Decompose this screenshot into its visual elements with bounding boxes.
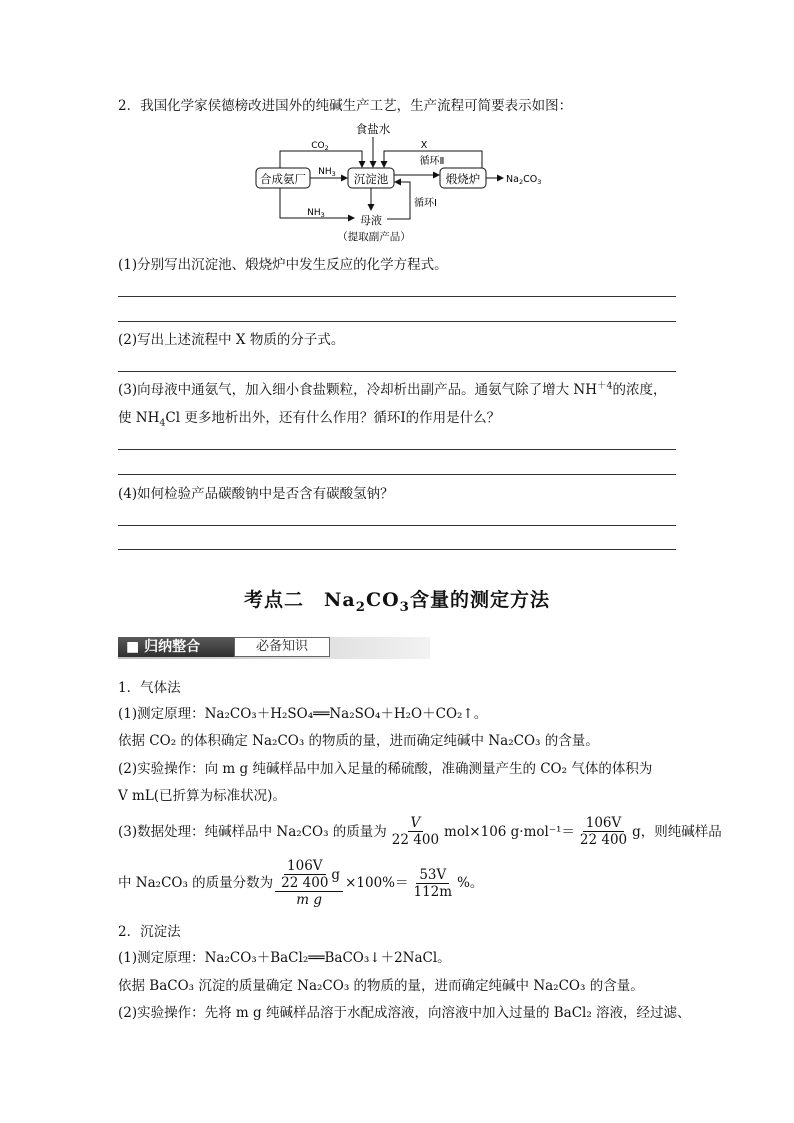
method1-mass-fraction: 中 Na₂CO₃ 的质量分数为 $\frac{106V}{22 400}$ g m g ×100%＝ $\frac{53V}{112m}$ %。 bbox=[118, 858, 484, 908]
q2-sub4: (4)如何检验产品碳酸钠中是否含有碳酸氢钠？ bbox=[118, 486, 394, 502]
process-flow-diagram bbox=[250, 120, 550, 248]
mass-fraction-compound: $\frac{106V}{22 400}$ g m g bbox=[275, 858, 343, 908]
method1-basis: 依据 CO₂ 的体积确定 Na₂CO₃ 的物质的量，进而确定纯碱中 Na₂CO₃ 的含量。 bbox=[118, 733, 599, 749]
q2-sub3-line2: 使 $NH_4Cl$ 更多地析出外，还有什么作用？循环Ⅰ的作用是什么？ bbox=[118, 410, 501, 429]
answer-line[interactable] bbox=[118, 525, 676, 526]
q2-sub1: (1)分别写出沉淀池、煅烧炉中发生反应的化学方程式。 bbox=[118, 257, 448, 273]
answer-line[interactable] bbox=[118, 449, 676, 450]
nh3-label-liquor: $NH_3$ bbox=[307, 208, 325, 219]
method1-title: 1．气体法 bbox=[118, 680, 181, 696]
method1-data-processing: (3)数据处理：纯碱样品中 Na₂CO₃ 的质量为 $\frac{V}{22 400}$ mol×106 g·mol⁻¹＝ $\frac{106V}{22 400}$ g，则纯碱样品 bbox=[118, 815, 722, 848]
mother-liquor-label: 母液 bbox=[360, 214, 382, 227]
method2-principle: (1)测定原理：Na₂CO₃＋BaCl₂══BaCO₃↓＋2NaCl。 bbox=[118, 950, 451, 966]
answer-line[interactable] bbox=[118, 371, 676, 372]
q2-sub2: (2)写出上述流程中 X 物质的分子式。 bbox=[118, 332, 345, 348]
product-label: $Na_2CO_3$ bbox=[506, 174, 542, 186]
settling-tank-label: 沉淀池 bbox=[353, 172, 389, 186]
q2-sub3-line1: (3)向母液中通氨气，加入细小食盐颗粒，冷却析出副产品。通氨气除了增大 $NH^{+4}$的浓度， bbox=[118, 380, 667, 398]
banner-subtitle: 必备知识 bbox=[234, 637, 330, 657]
furnace-label: 煅烧炉 bbox=[445, 172, 481, 186]
section-title: 考点二 $Na_2CO_3$含量的测定方法 bbox=[244, 589, 550, 615]
co2-arrow bbox=[280, 151, 362, 168]
cycle2-label: 循环Ⅱ bbox=[419, 156, 445, 167]
method2-operation: (2)实验操作：先将 m g 纯碱样品溶于水配成溶液，向溶液中加入过量的 BaCl₂ 溶液，经过滤、 bbox=[118, 1005, 691, 1021]
answer-line[interactable] bbox=[118, 296, 676, 297]
answer-line[interactable] bbox=[118, 549, 676, 550]
ammonia-plant-label: 合成氨厂 bbox=[260, 172, 306, 186]
method2-title: 2．沉淀法 bbox=[118, 924, 181, 940]
method1-principle: (1)测定原理：Na₂CO₃＋H₂SO₄══Na₂SO₄＋H₂O＋CO₂↑。 bbox=[118, 706, 488, 722]
x-label: X bbox=[420, 140, 428, 151]
cycle1-label: 循环Ⅰ bbox=[414, 198, 437, 209]
byproduct-label: （提取副产品） bbox=[337, 231, 411, 243]
method1-operation-line1: (2)实验操作：向 m g 纯碱样品中加入足量的稀硫酸，准确测量产生的 CO₂ 气体的体积为 bbox=[118, 761, 653, 777]
method2-basis: 依据 BaCO₃ 沉淀的质量确定 Na₂CO₃ 的物质的量，进而确定纯碱中 Na₂CO₃ 的含量。 bbox=[118, 978, 644, 994]
fraction-v-over-22400: $\frac{V}{22 400}$ bbox=[391, 815, 440, 848]
co2-label: $CO_2$ bbox=[311, 141, 329, 152]
salt-water-label: 食盐水 bbox=[355, 122, 391, 136]
fraction-53v-over-112m: $\frac{53V}{112m}$ bbox=[413, 866, 453, 900]
answer-line[interactable] bbox=[118, 474, 676, 475]
banner-title: ■ 归纳整合 bbox=[118, 637, 234, 657]
nh3-label-direct: $NH_3$ bbox=[318, 167, 336, 178]
answer-line[interactable] bbox=[118, 321, 676, 322]
fraction-106v-over-22400: $\frac{106V}{22 400}$ bbox=[579, 815, 628, 848]
q2-intro: 2．我国化学家侯德榜改进国外的纯碱生产工艺，生产流程可简要表示如图： bbox=[118, 98, 573, 114]
method1-operation-line2: V mL(已折算为标准状况)。 bbox=[118, 788, 286, 804]
